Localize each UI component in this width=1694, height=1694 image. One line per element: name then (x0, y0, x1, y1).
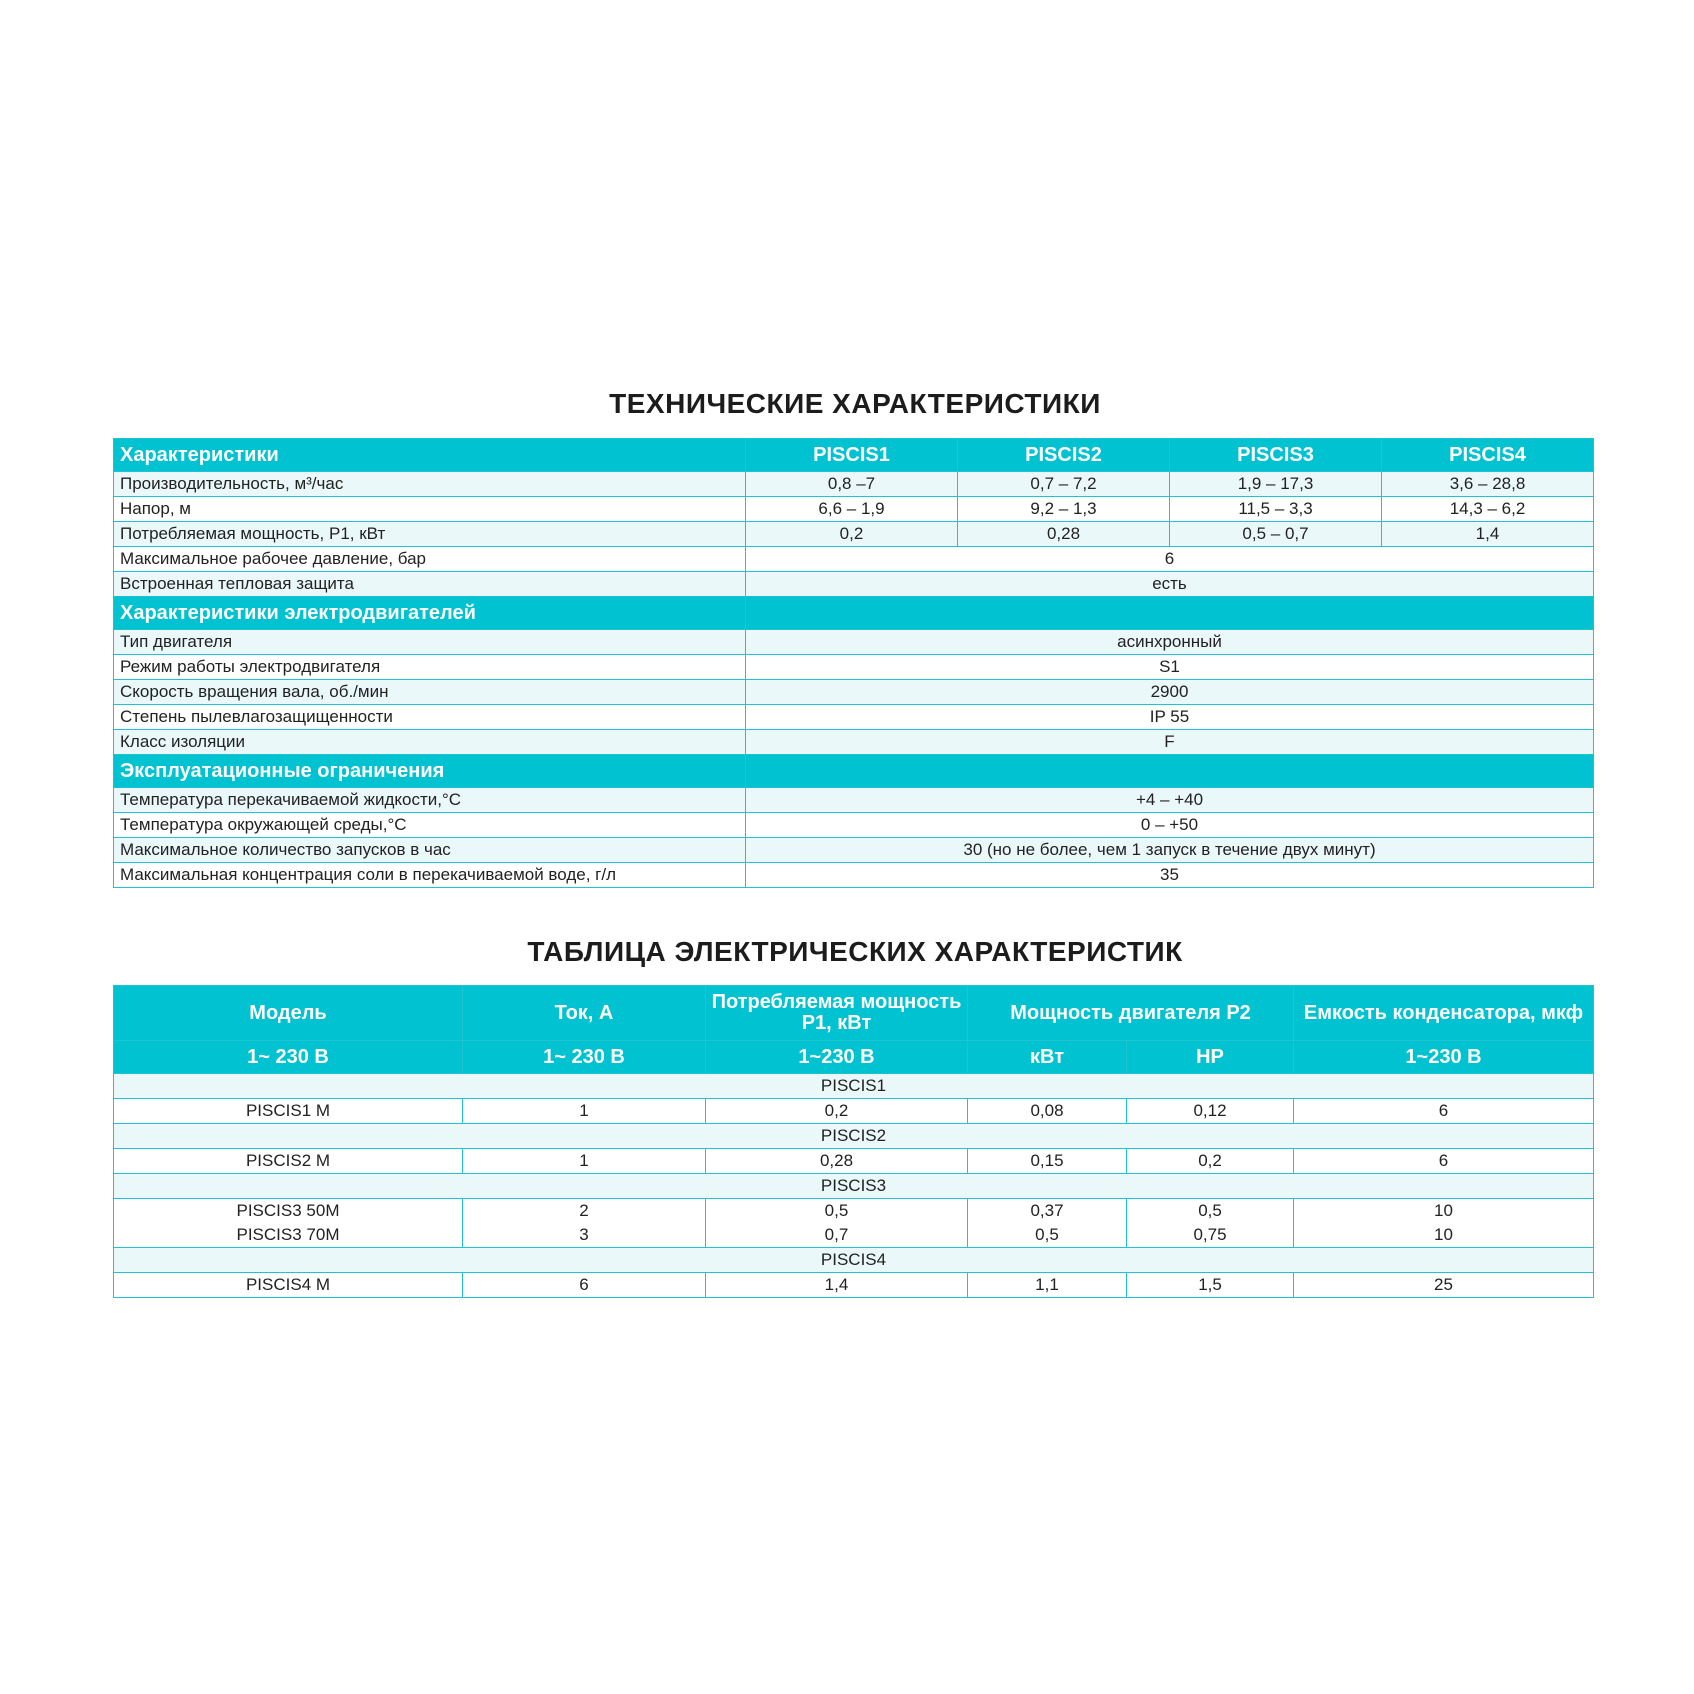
motor-section-header (114, 597, 1594, 630)
tech-header-piscis1: PISCIS1 (746, 439, 958, 472)
group-label: PISCIS2 (114, 1124, 1594, 1149)
cell-kw: 0,15 (968, 1149, 1127, 1174)
cell-power: 0,28 (706, 1149, 968, 1174)
table-row (114, 1099, 1594, 1124)
group-label: PISCIS3 (114, 1174, 1594, 1199)
cell-kw: 0,08 (968, 1099, 1127, 1124)
group-row (114, 1248, 1594, 1273)
cell-capacitor: 10 (1434, 1225, 1453, 1244)
col-motor-power-p2: Мощность двигателя Р2 (968, 986, 1294, 1041)
sub-power-voltage: 1~230 В (706, 1041, 968, 1074)
group-row (114, 1174, 1594, 1199)
tech-header-piscis2: PISCIS2 (958, 439, 1170, 472)
cell-capacitor: 6 (1294, 1099, 1594, 1124)
cell-kw: 0,5 (1035, 1225, 1059, 1244)
row-label: Класс изоляции (114, 730, 746, 755)
elec-subheader-row (114, 1041, 1594, 1074)
cell-model: PISCIS4 M (114, 1273, 463, 1298)
cell-value: 2900 (746, 680, 1594, 705)
elec-table-title: ТАБЛИЦА ЭЛЕКТРИЧЕСКИХ ХАРАКТЕРИСТИК (527, 936, 1183, 967)
col-capacitor: Емкость конденсатора, мкф (1294, 986, 1594, 1041)
row-label: Температура окружающей среды,°С (114, 813, 746, 838)
cell-value: 1,9 – 17,3 (1170, 472, 1382, 497)
cell-current: 1 (463, 1149, 706, 1174)
cell-value: 11,5 – 3,3 (1170, 497, 1382, 522)
sub-kw: кВт (968, 1041, 1127, 1074)
cell-capacitor: 6 (1294, 1149, 1594, 1174)
cell-hp: 1,5 (1127, 1273, 1294, 1298)
row-label: Потребляемая мощность, Р1, кВт (114, 522, 746, 547)
row-label: Встроенная тепловая защита (114, 572, 746, 597)
cell-value: 3,6 – 28,8 (1382, 472, 1594, 497)
group-label: PISCIS4 (114, 1248, 1594, 1273)
table-row (114, 813, 1594, 838)
col-model: Модель (114, 986, 463, 1041)
cell-value: 0,2 (746, 522, 958, 547)
cell-model: PISCIS3 70M (236, 1225, 340, 1244)
cell-value: 1,4 (1382, 522, 1594, 547)
cell-kw: 0,37 (1030, 1201, 1064, 1220)
cell-capacitor: 10 (1434, 1201, 1453, 1220)
table-row (114, 838, 1594, 863)
section-title: Характеристики электродвигателей (114, 597, 746, 630)
limits-section-header (114, 755, 1594, 788)
table-row (114, 863, 1594, 888)
cell-value: S1 (746, 655, 1594, 680)
cell-value: +4 – +40 (746, 788, 1594, 813)
electrical-specs-table (113, 985, 1594, 1298)
row-label: Производительность, м³/час (114, 472, 746, 497)
cell-kw: 1,1 (968, 1273, 1127, 1298)
table-row (114, 472, 1594, 497)
sub-hp: HP (1127, 1041, 1294, 1074)
cell-value: 0,5 – 0,7 (1170, 522, 1382, 547)
row-label: Максимальное рабочее давление, бар (114, 547, 746, 572)
cell-hp: 0,2 (1127, 1149, 1294, 1174)
row-label: Температура перекачиваемой жидкости,°С (114, 788, 746, 813)
cell-hp: 0,5 (1198, 1201, 1222, 1220)
cell-value: 0,8 –7 (746, 472, 958, 497)
row-label: Скорость вращения вала, об./мин (114, 680, 746, 705)
elec-header-row (114, 986, 1594, 1041)
cell-power: 1,4 (706, 1273, 968, 1298)
cell-model: PISCIS3 50M (236, 1201, 340, 1220)
col-current: Ток, А (463, 986, 706, 1041)
col-power-p1: Потребляемая мощность Р1, кВт (706, 986, 968, 1041)
table-row (114, 1199, 1594, 1248)
cell-value: 30 (но не более, чем 1 запуск в течение двух минут) (746, 838, 1594, 863)
table-row (114, 630, 1594, 655)
table-row (114, 788, 1594, 813)
table-row (114, 547, 1594, 572)
cell-current: 6 (463, 1273, 706, 1298)
table-row (114, 572, 1594, 597)
table-row (114, 680, 1594, 705)
cell-hp: 0,12 (1127, 1099, 1294, 1124)
cell-power: 0,7 (824, 1225, 849, 1244)
cell-power: 0,2 (706, 1099, 968, 1124)
section-title: Эксплуатационные ограничения (114, 755, 746, 788)
cell-value: 9,2 – 1,3 (958, 497, 1170, 522)
table-row (114, 730, 1594, 755)
cell-hp: 0,75 (1193, 1225, 1227, 1244)
row-label: Тип двигателя (114, 630, 746, 655)
table-row (114, 522, 1594, 547)
cell-value: F (746, 730, 1594, 755)
cell-value: асинхронный (746, 630, 1594, 655)
row-label: Максимальное количество запусков в час (114, 838, 746, 863)
cell-capacitor: 25 (1294, 1273, 1594, 1298)
table-row (114, 1149, 1594, 1174)
cell-value: есть (746, 572, 1594, 597)
row-label: Максимальная концентрация соли в перекачиваемой воде, г/л (114, 863, 746, 888)
cell-value: 0,7 – 7,2 (958, 472, 1170, 497)
table-row (114, 497, 1594, 522)
cell-value: IP 55 (746, 705, 1594, 730)
tech-table-title: ТЕХНИЧЕСКИЕ ХАРАКТЕРИСТИКИ (609, 388, 1101, 419)
sub-capacitor-voltage: 1~230 В (1294, 1041, 1594, 1074)
cell-value: 0 – +50 (746, 813, 1594, 838)
row-label: Режим работы электродвигателя (114, 655, 746, 680)
cell-current: 1 (463, 1099, 706, 1124)
cell-model: PISCIS1 M (114, 1099, 463, 1124)
cell-value: 6,6 – 1,9 (746, 497, 958, 522)
row-label: Степень пылевлагозащищенности (114, 705, 746, 730)
tech-header-row (114, 439, 1594, 472)
tech-header-label: Характеристики (114, 439, 746, 472)
cell-value: 14,3 – 6,2 (1382, 497, 1594, 522)
cell-value: 35 (746, 863, 1594, 888)
technical-specs-table (113, 438, 1594, 888)
cell-power: 0,5 (824, 1201, 849, 1220)
table-row (114, 1273, 1594, 1298)
cell-current: 2 (579, 1201, 589, 1220)
group-row (114, 1074, 1594, 1099)
row-label: Напор, м (114, 497, 746, 522)
cell-value: 6 (746, 547, 1594, 572)
sub-current-voltage: 1~ 230 В (463, 1041, 706, 1074)
group-label: PISCIS1 (114, 1074, 1594, 1099)
cell-model: PISCIS2 M (114, 1149, 463, 1174)
table-row (114, 705, 1594, 730)
table-row (114, 655, 1594, 680)
cell-current: 3 (579, 1225, 589, 1244)
tech-header-piscis3: PISCIS3 (1170, 439, 1382, 472)
tech-header-piscis4: PISCIS4 (1382, 439, 1594, 472)
group-row (114, 1124, 1594, 1149)
sub-model-voltage: 1~ 230 В (114, 1041, 463, 1074)
cell-value: 0,28 (958, 522, 1170, 547)
